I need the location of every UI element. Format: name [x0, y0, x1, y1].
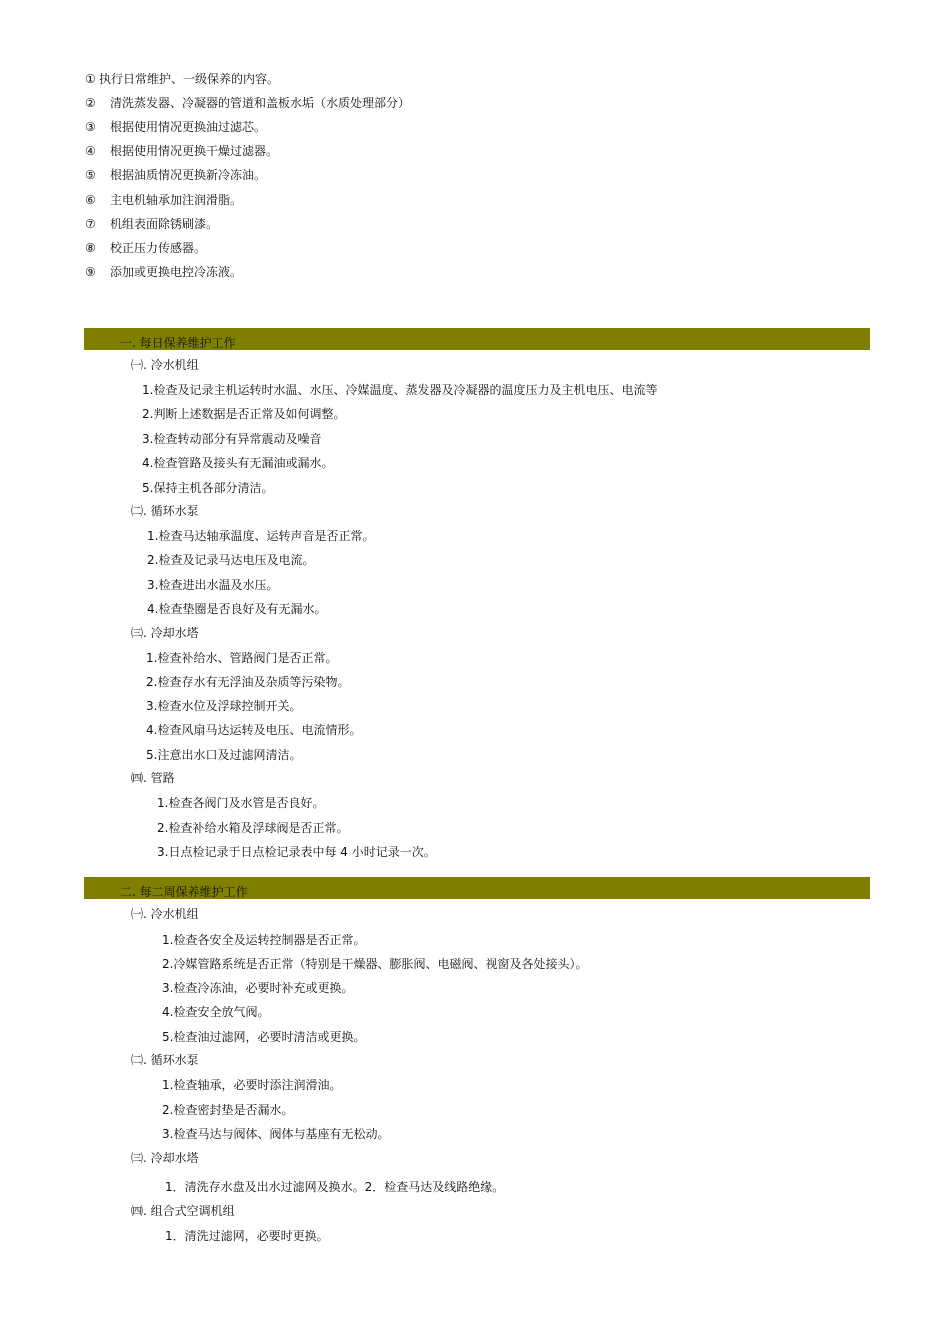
section-title: 一. 每日保养维护工作 [120, 336, 236, 350]
list-item: ② 清洗蒸发器、冷凝器的管道和盖板水垢（水质处理部分） [85, 96, 411, 110]
list-item: 1．清洗存水盘及出水过滤网及换水。2．检查马达及线路绝缘。 [165, 1180, 505, 1194]
list-item: 5.注意出水口及过滤网清洁。 [146, 748, 302, 762]
group-label: ㈢. 冷却水塔 [131, 626, 199, 640]
list-item: 1.检查各阀门及水管是否良好。 [157, 796, 325, 810]
list-item: 3.检查进出水温及水压。 [147, 578, 279, 592]
list-item: 4.检查垫圈是否良好及有无漏水。 [147, 602, 327, 616]
list-item: 5.检查油过滤网，必要时清洁或更换。 [162, 1030, 366, 1044]
list-item: 2.检查密封垫是否漏水。 [162, 1103, 294, 1117]
list-item: 5.保持主机各部分清洁。 [142, 481, 274, 495]
list-item: 4.检查风扇马达运转及电压、电流情形。 [146, 723, 362, 737]
group-label: ㈡. 循环水泵 [131, 504, 199, 518]
list-item: ③ 根据使用情况更换油过滤芯。 [85, 120, 267, 134]
list-item: 2.冷媒管路系统是否正常（特别是干燥器、膨胀阀、电磁阀、视窗及各处接头）。 [162, 957, 588, 971]
list-item: 4.检查安全放气阀。 [162, 1005, 270, 1019]
group-label: ㈣. 管路 [131, 771, 175, 785]
list-item: 1.检查及记录主机运转时水温、水压、冷媒温度、蒸发器及冷凝器的温度压力及主机电压、电流等 [142, 383, 658, 397]
list-item: 2.检查补给水箱及浮球阀是否正常。 [157, 821, 349, 835]
group-label: ㈢. 冷却水塔 [131, 1151, 199, 1165]
list-item: ⑤ 根据油质情况更换新冷冻油。 [85, 168, 267, 182]
list-item: ⑧ 校正压力传感器。 [85, 241, 207, 255]
list-item: 1.检查轴承，必要时添注润滑油。 [162, 1078, 342, 1092]
list-item: ⑨ 添加或更换电控冷冻液。 [85, 265, 243, 279]
group-label: ㈠. 冷水机组 [131, 358, 199, 372]
list-item: 2.检查存水有无浮油及杂质等污染物。 [146, 675, 350, 689]
list-item: ⑥ 主电机轴承加注润滑脂。 [85, 193, 243, 207]
list-item: ⑦ 机组表面除锈刷漆。 [85, 217, 219, 231]
list-item: 3.检查转动部分有异常震动及噪音 [142, 432, 322, 446]
list-item: 3.检查马达与阀体、阀体与基座有无松动。 [162, 1127, 390, 1141]
list-item: 4.检查管路及接头有无漏油或漏水。 [142, 456, 334, 470]
list-item: 1.检查马达轴承温度、运转声音是否正常。 [147, 529, 375, 543]
list-item: 1.检查补给水、管路阀门是否正常。 [146, 651, 338, 665]
list-item: 1．清洗过滤网，必要时更换。 [165, 1229, 329, 1243]
list-item: 3.日点检记录于日点检记录表中每 4 小时记录一次。 [157, 845, 436, 859]
list-item: ① 执行日常维护、一级保养的内容。 [85, 72, 280, 86]
list-item: ④ 根据使用情况更换干燥过滤器。 [85, 144, 279, 158]
list-item: 3.检查冷冻油，必要时补充或更换。 [162, 981, 354, 995]
group-label: ㈣. 组合式空调机组 [131, 1204, 235, 1218]
list-item: 2.检查及记录马达电压及电流。 [147, 553, 315, 567]
section-header-daily [84, 328, 870, 350]
group-label: ㈠. 冷水机组 [131, 907, 199, 921]
section-header-biweekly [84, 877, 870, 899]
list-item: 1.检查各安全及运转控制器是否正常。 [162, 933, 366, 947]
list-item: 3.检查水位及浮球控制开关。 [146, 699, 302, 713]
list-item: 2.判断上述数据是否正常及如何调整。 [142, 407, 346, 421]
section-title: 二. 每二周保养维护工作 [120, 885, 248, 899]
group-label: ㈡. 循环水泵 [131, 1053, 199, 1067]
